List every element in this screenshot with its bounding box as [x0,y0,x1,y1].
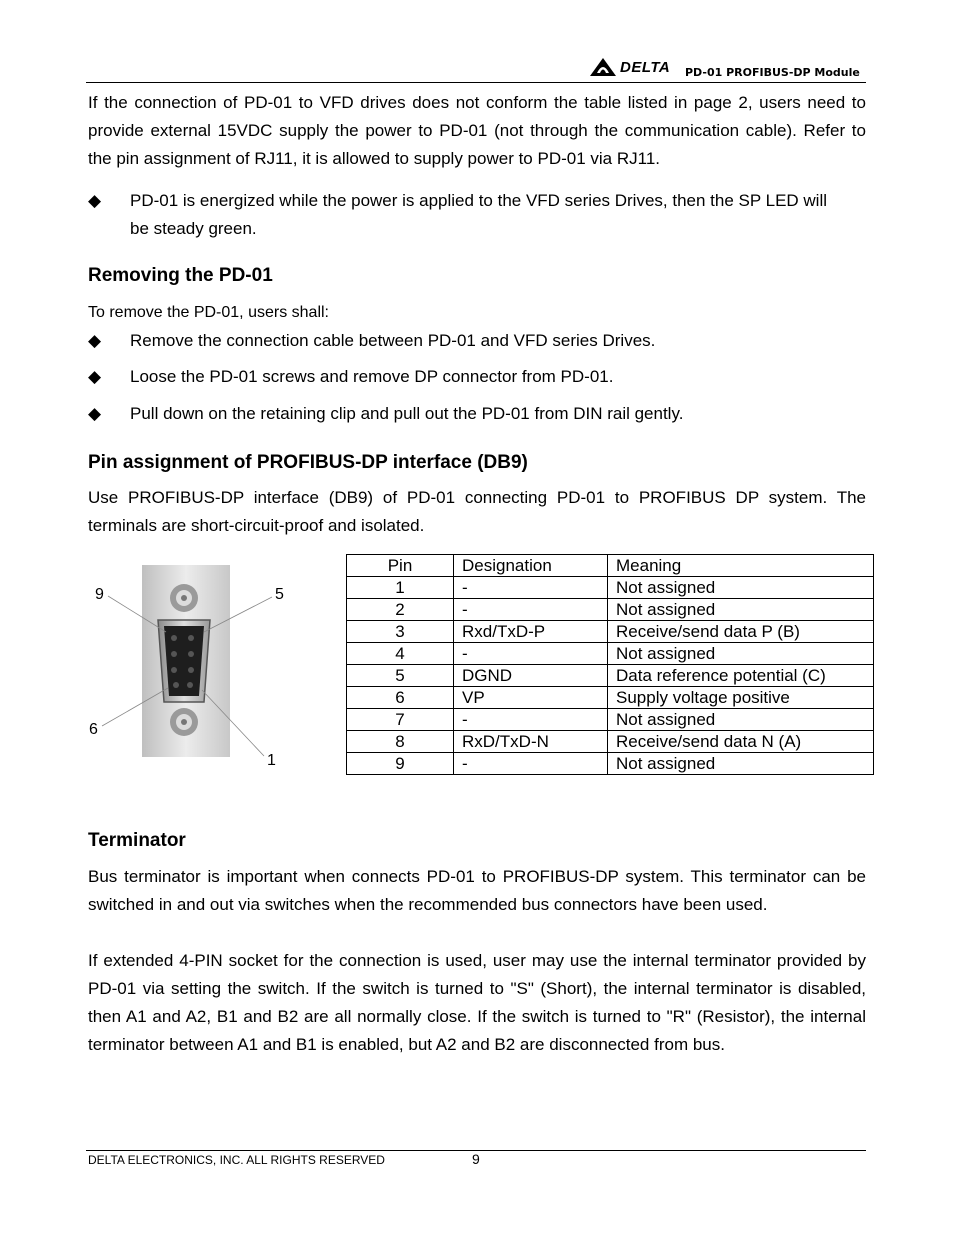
pin-cell: 8 [347,731,454,753]
pin-cell: 2 [347,599,454,621]
removing-heading: Removing the PD-01 [88,265,273,286]
table-row [347,599,874,621]
db9-connector-image [86,560,296,775]
list-item [88,363,848,391]
pin-cell: 4 [347,643,454,665]
pin-cell: 1 [347,577,454,599]
delta-logo [588,56,670,78]
meaning-cell: Not assigned [608,753,874,775]
table-row [347,709,874,731]
designation-cell: DGND [454,665,608,687]
pin-label-1: 1 [267,752,276,769]
pin-cell: 7 [347,709,454,731]
module-title: PD-01 PROFIBUS-DP Module [685,66,860,79]
meaning-cell: Not assigned [608,577,874,599]
bullet-text: Loose the PD-01 screws and remove DP connector from PD-01. [130,367,614,386]
brand-name: DELTA [620,58,671,76]
table-header-row [347,555,874,577]
column-header: Pin [347,555,454,577]
designation-cell: VP [454,687,608,709]
intro-bullet [88,187,848,243]
designation-cell: - [454,709,608,731]
designation-cell: RxD/TxD-N [454,731,608,753]
table-row [347,665,874,687]
designation-cell: - [454,599,608,621]
list-item [88,327,848,355]
bullet-text: Pull down on the retaining clip and pull out the PD-01 from DIN rail gently. [130,404,684,423]
intro-paragraph: If the connection of PD-01 to VFD drives does not conform the table listed in page 2, users need to provide external 15VDC supply the power to PD-01 (not through the communication cable). Refer to the pin assignment of RJ11, it is allowed to supply power to PD-01 via RJ11. [88,93,866,168]
table-row [347,753,874,775]
meaning-cell: Receive/send data P (B) [608,621,874,643]
table-row [347,687,874,709]
meaning-cell: Not assigned [608,709,874,731]
table-row [347,643,874,665]
page-number: 9 [472,1151,480,1167]
diamond-bullet-icon: ◆ [88,191,102,210]
designation-cell: - [454,753,608,775]
diamond-bullet-icon: ◆ [88,367,102,386]
designation-cell: - [454,577,608,599]
designation-cell: Rxd/TxD-P [454,621,608,643]
pin-paragraph: Use PROFIBUS-DP interface (DB9) of PD-01 connecting PD-01 to PROFIBUS DP system. The terminals are short-circuit-proof and isolated. [88,488,866,535]
footer-copyright: DELTA ELECTRONICS, INC. ALL RIGHTS RESERVED [88,1153,385,1167]
designation-cell: - [454,643,608,665]
table-row [347,577,874,599]
meaning-cell: Receive/send data N (A) [608,731,874,753]
pin-cell: 5 [347,665,454,687]
pin-label-6: 6 [89,721,98,738]
pin-assignment-table [346,554,874,775]
pin-cell: 6 [347,687,454,709]
meaning-cell: Supply voltage positive [608,687,874,709]
bullet-text: PD-01 is energized while the power is applied to the VFD series Drives, then the SP LED will be steady green. [130,191,828,238]
diamond-bullet-icon: ◆ [88,331,102,350]
column-header: Designation [454,555,608,577]
pin-label-9: 9 [95,586,104,603]
column-header: Meaning [608,555,874,577]
header-divider [86,82,866,83]
meaning-cell: Data reference potential (C) [608,665,874,687]
terminator-paragraph-2: If extended 4-PIN socket for the connection is used, user may use the internal terminator provided by PD-01 via setting the switch. If the switch is turned to "S" (Short), the internal terminator is disabled, then A1 and A2, B1 and B2 are all normally close. If the switch is turned to "R" (Resistor), the internal terminator between A1 and B1 is enabled, but A2 and B2 are disconnected from bus. [88,951,866,1054]
table-row [347,621,874,643]
pin-cell: 9 [347,753,454,775]
table-row [347,731,874,753]
diamond-bullet-icon: ◆ [88,404,102,423]
pin-heading: Pin assignment of PROFIBUS-DP interface (DB9) [88,452,528,473]
terminator-paragraph-1: Bus terminator is important when connects PD-01 to PROFIBUS-DP system. This terminator can be switched in and out via switches when the recommended bus connectors have been used. [88,867,866,914]
meaning-cell: Not assigned [608,599,874,621]
list-item [88,400,848,428]
removing-lead: To remove the PD-01, users shall: [88,304,329,321]
terminator-heading: Terminator [88,830,186,851]
pin-label-5: 5 [275,586,284,603]
delta-triangle-icon [588,57,618,77]
bullet-text: Remove the connection cable between PD-01 and VFD series Drives. [130,331,656,350]
meaning-cell: Not assigned [608,643,874,665]
pin-cell: 3 [347,621,454,643]
